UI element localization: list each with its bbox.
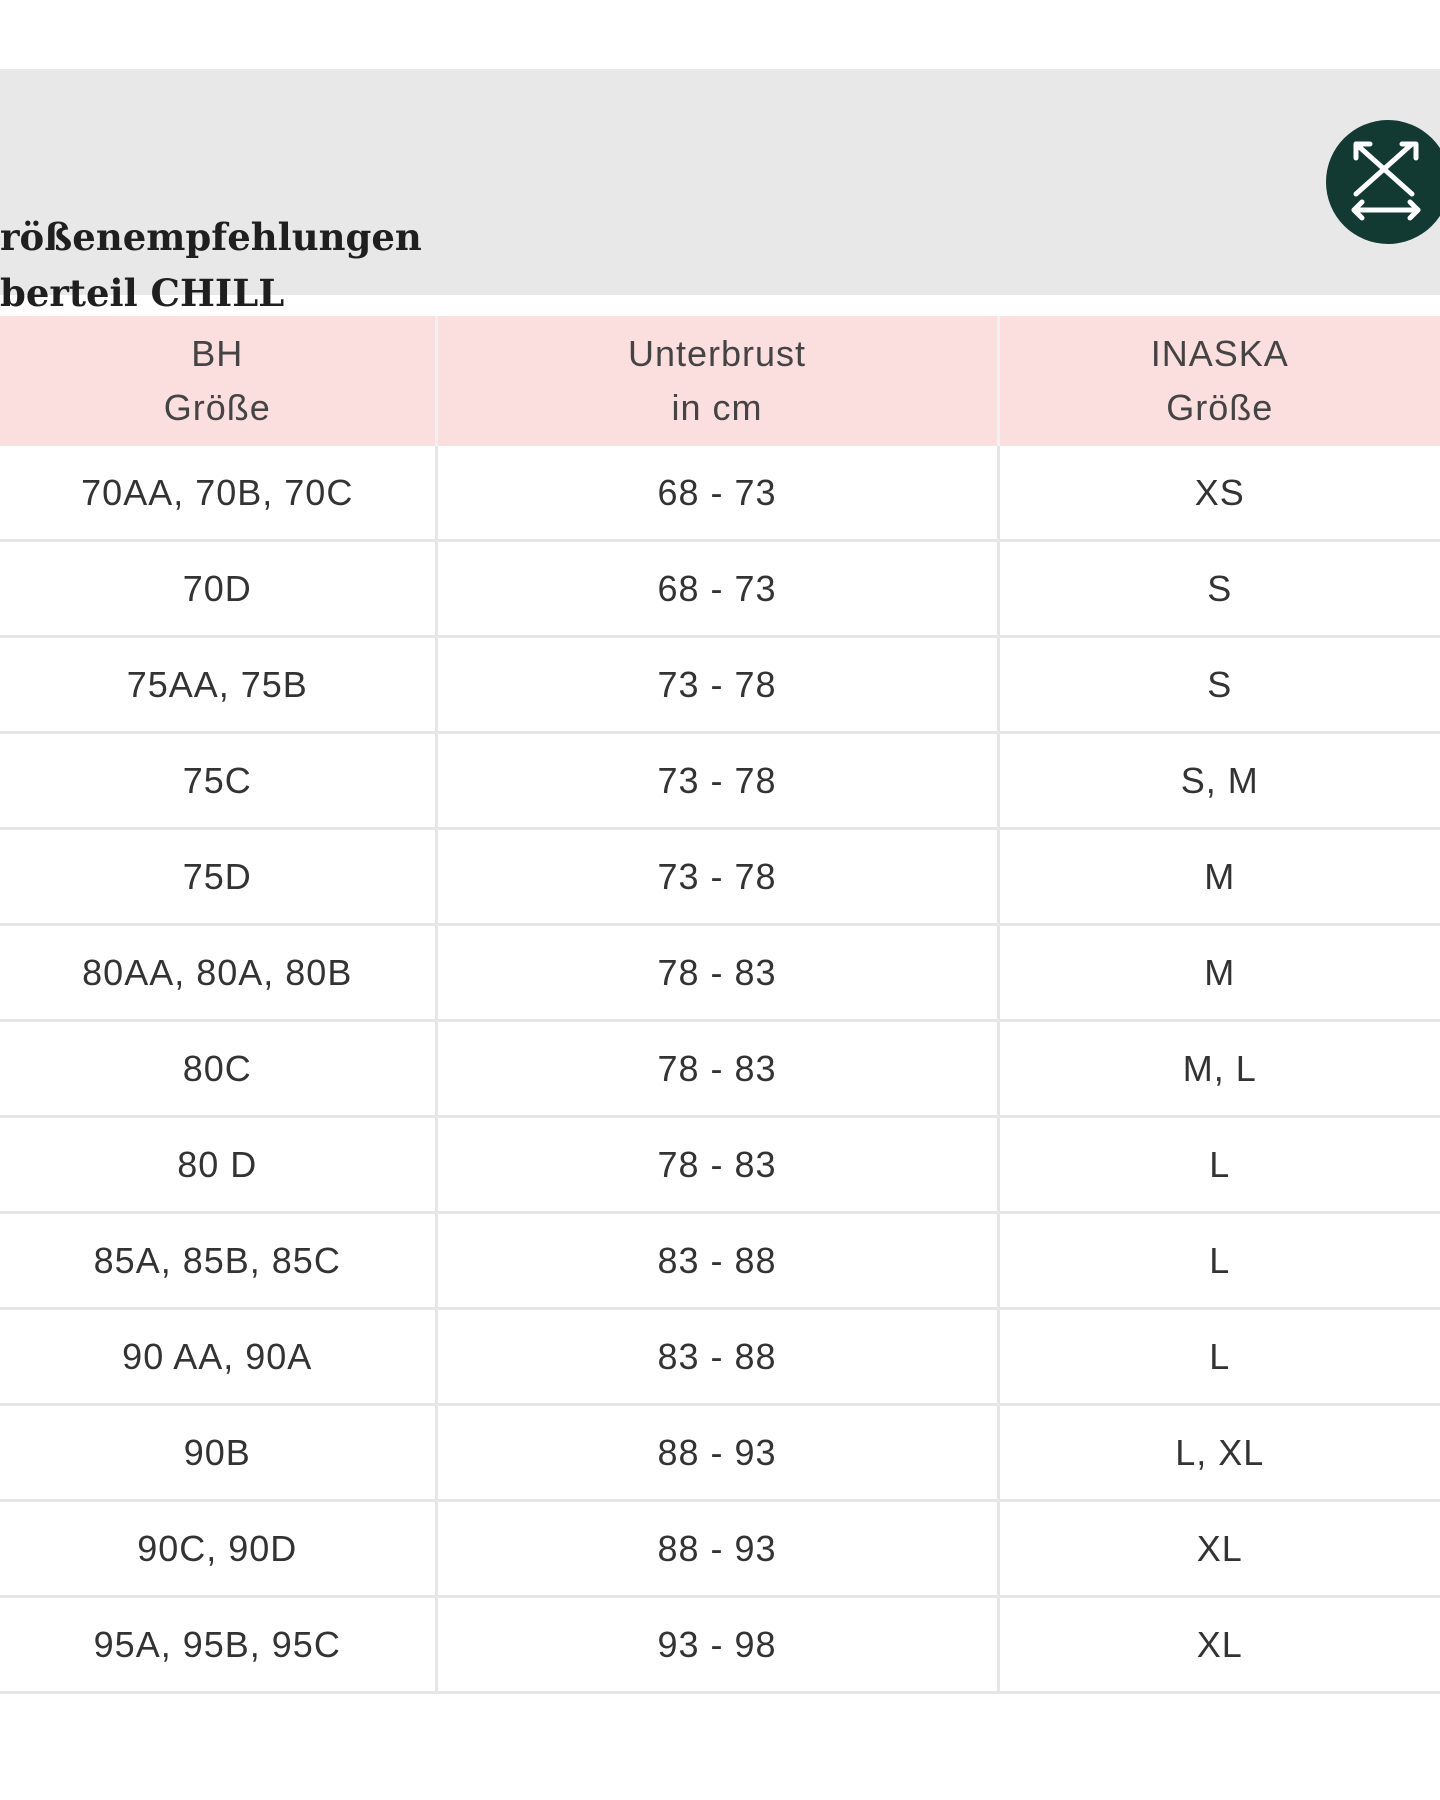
table-row [0,733,1440,829]
column-header-bh-size [0,316,436,446]
cell-inaska-size: XL [998,1597,1440,1693]
cell-inaska-size: XL [998,1501,1440,1597]
cell-bh-size: 90C, 90D [0,1501,436,1597]
title-line-1: rößenempfehlungen [0,215,422,259]
header-banner [0,69,1440,315]
cell-bh-size: 80AA, 80A, 80B [0,925,436,1021]
column-header-line: Größe [1166,387,1274,428]
table-header-row [0,316,1440,446]
cell-bh-size: 90 AA, 90A [0,1309,436,1405]
cell-inaska-size: M [998,829,1440,925]
table-row [0,1309,1440,1405]
measure-arrows-icon [1326,120,1440,244]
cell-inaska-size: L [998,1117,1440,1213]
cell-bh-size: 75D [0,829,436,925]
table-body [0,446,1440,1693]
size-table [0,316,1440,1694]
cell-inaska-size: S [998,541,1440,637]
column-header-line: in cm [671,387,763,428]
column-header-underbust [436,316,998,446]
cell-bh-size: 75C [0,733,436,829]
cell-underbust: 78 - 83 [436,1021,998,1117]
cell-bh-size: 80 D [0,1117,436,1213]
cell-bh-size: 75AA, 75B [0,637,436,733]
cell-inaska-size: L, XL [998,1405,1440,1501]
cell-underbust: 93 - 98 [436,1597,998,1693]
table-row [0,829,1440,925]
cell-inaska-size: L [998,1309,1440,1405]
cell-bh-size: 85A, 85B, 85C [0,1213,436,1309]
table-row [0,925,1440,1021]
title-line-2: berteil CHILL [0,271,285,315]
cell-inaska-size: M, L [998,1021,1440,1117]
table-row [0,446,1440,541]
table-header [0,316,1440,446]
cell-bh-size: 70AA, 70B, 70C [0,446,436,541]
cell-underbust: 68 - 73 [436,446,998,541]
cell-underbust: 83 - 88 [436,1309,998,1405]
column-header-line: Unterbrust [627,333,807,374]
cell-underbust: 68 - 73 [436,541,998,637]
cell-underbust: 83 - 88 [436,1213,998,1309]
column-header-line: INASKA [1150,333,1289,374]
table-row [0,637,1440,733]
column-header-inaska-size [998,316,1440,446]
cell-underbust: 88 - 93 [436,1405,998,1501]
cell-inaska-size: S [998,637,1440,733]
column-header-line: BH [191,333,244,374]
cell-underbust: 73 - 78 [436,829,998,925]
cell-inaska-size: M [998,925,1440,1021]
cell-underbust: 78 - 83 [436,1117,998,1213]
table-row [0,1021,1440,1117]
table-row [0,1117,1440,1213]
cell-underbust: 73 - 78 [436,637,998,733]
cell-bh-size: 70D [0,541,436,637]
cell-inaska-size: S, M [998,733,1440,829]
table-row [0,1213,1440,1309]
table-row [0,1597,1440,1693]
cell-inaska-size: XS [998,446,1440,541]
column-header-line: Größe [163,387,271,428]
table-row [0,541,1440,637]
cell-bh-size: 95A, 95B, 95C [0,1597,436,1693]
cell-underbust: 78 - 83 [436,925,998,1021]
cell-bh-size: 90B [0,1405,436,1501]
table-row [0,1501,1440,1597]
cell-bh-size: 80C [0,1021,436,1117]
cell-underbust: 73 - 78 [436,733,998,829]
page-title [0,209,422,321]
table-row [0,1405,1440,1501]
cell-underbust: 88 - 93 [436,1501,998,1597]
cell-inaska-size: L [998,1213,1440,1309]
